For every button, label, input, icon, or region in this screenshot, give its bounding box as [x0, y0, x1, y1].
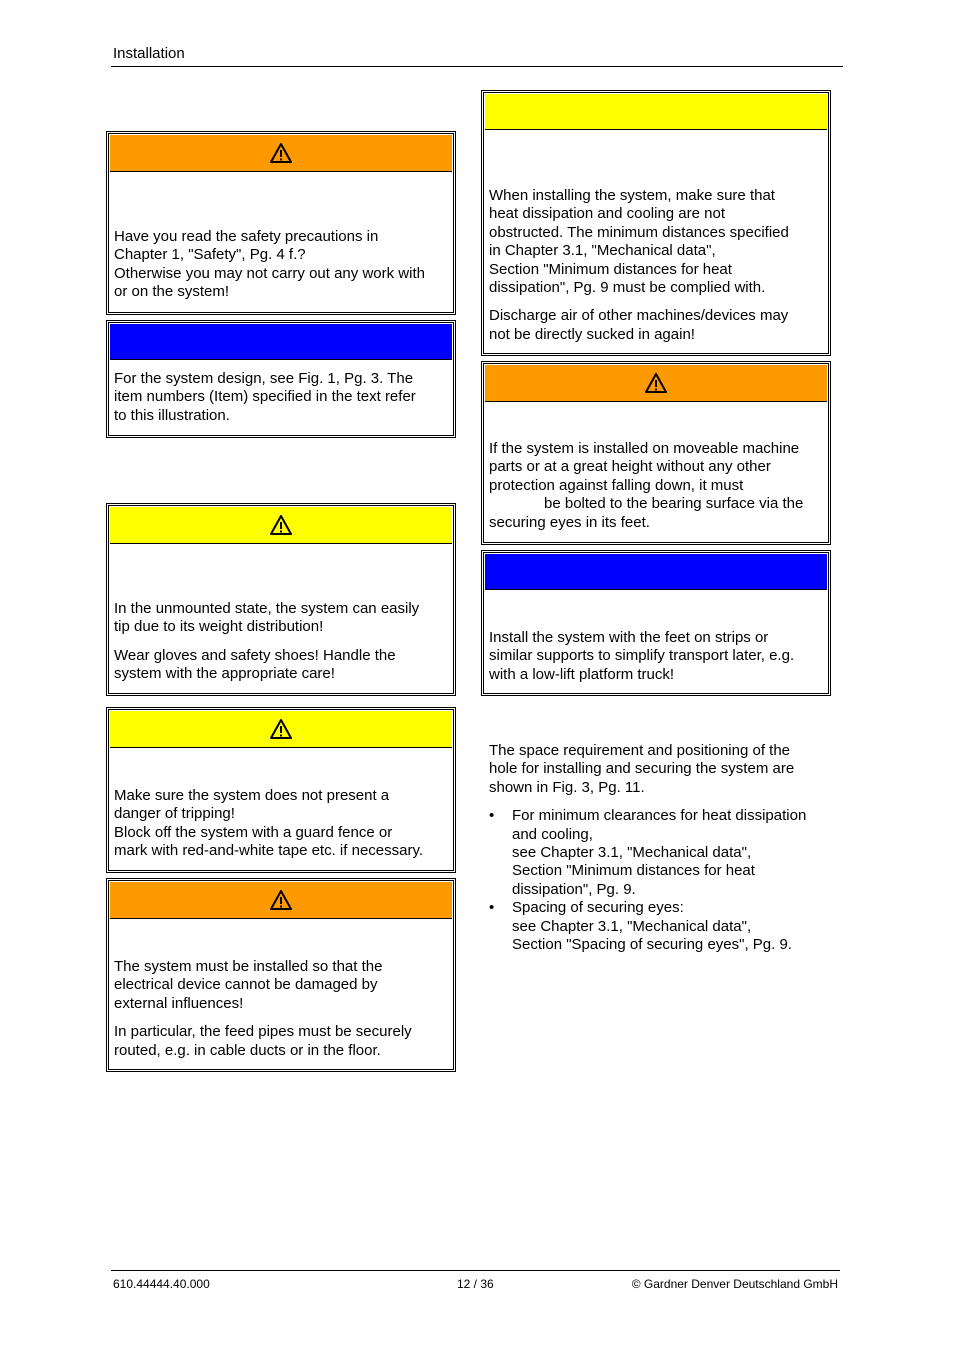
caution-bar — [110, 507, 452, 544]
text-line: Otherwise you may not carry out any work with — [114, 264, 425, 282]
text-line: Chapter 1, "Safety", Pg. 4 f.? — [114, 246, 306, 264]
warning-box-electrical-device — [106, 878, 456, 1072]
text-line: obstructed. The minimum distances specified — [489, 223, 789, 241]
list-item — [489, 899, 834, 954]
text-line: see Chapter 3.1, "Mechanical data", — [512, 917, 752, 935]
caution-text — [489, 187, 824, 344]
warning-text — [114, 228, 449, 302]
caution-bar — [485, 94, 827, 130]
text-line: be bolted to the bearing surface via the — [544, 495, 804, 513]
warning-bar — [110, 882, 452, 919]
text-line: For minimum clearances for heat dissipation — [512, 807, 807, 825]
footer-copyright: © Gardner Denver Deutschland GmbH — [631, 1277, 838, 1291]
text-line: Wear gloves and safety shoes! Handle the — [114, 646, 396, 664]
warning-box-falling — [481, 361, 831, 545]
caution-box-tripping — [106, 707, 456, 873]
warning-triangle-icon — [270, 719, 292, 739]
text-line: heat dissipation and cooling are not — [489, 205, 726, 223]
caution-text — [114, 600, 449, 684]
warning-box-safety-precautions — [106, 131, 456, 315]
text-line: to this illustration. — [114, 406, 230, 424]
header-rule — [111, 66, 843, 67]
text-line: When installing the system, make sure that — [489, 187, 775, 204]
text-line: protection against falling down, it must — [489, 476, 744, 494]
text-line: routed, e.g. in cable ducts or in the floor. — [114, 1041, 381, 1059]
text-line: similar supports to simplify transport later, e.g. — [489, 647, 795, 665]
text-line: Spacing of securing eyes: — [512, 899, 684, 917]
caution-bar — [110, 711, 452, 748]
installation-space-text — [489, 742, 834, 954]
bullet-icon: • — [489, 899, 495, 917]
bullet-icon: • — [489, 807, 495, 825]
warning-triangle-icon — [270, 143, 292, 163]
text-line: or on the system! — [114, 283, 230, 301]
text-line: parts or at a great height without any other — [489, 458, 771, 476]
text-line: Discharge air of other machines/devices may — [489, 307, 789, 325]
footer-rule — [111, 1270, 840, 1271]
text-line: Block off the system with a guard fence or — [114, 823, 393, 841]
warning-triangle-icon — [270, 890, 292, 910]
note-text — [489, 629, 824, 684]
page-header-title: Installation — [113, 45, 185, 62]
text-line: item numbers (Item) specified in the text refer — [114, 388, 416, 406]
text-line: Section "Minimum distances for heat — [489, 260, 732, 278]
warning-text — [114, 958, 449, 1060]
text-line: For the system design, see Fig. 1, Pg. 3. The — [114, 370, 414, 387]
caution-box-tipping — [106, 503, 456, 696]
note-box-feet-on-strips — [481, 550, 831, 696]
text-line: The space requirement and positioning of the — [489, 742, 791, 759]
footer-doc-number: 610.44444.40.000 — [113, 1277, 210, 1291]
clearance-list — [489, 807, 834, 954]
text-line: If the system is installed on moveable machine — [489, 440, 800, 457]
caution-text — [114, 787, 449, 861]
text-line: danger of tripping! — [114, 805, 235, 823]
text-line: external influences! — [114, 994, 244, 1012]
text-line: The system must be installed so that the — [114, 958, 383, 975]
text-line: in Chapter 3.1, "Mechanical data", — [489, 242, 716, 260]
text-line: shown in Fig. 3, Pg. 11. — [489, 778, 645, 796]
text-line: In particular, the feed pipes must be securely — [114, 1023, 412, 1041]
text-line: hole for installing and securing the system are — [489, 760, 795, 778]
text-line: not be directly sucked in again! — [489, 325, 695, 343]
footer-page-number: 12 / 36 — [457, 1277, 494, 1291]
text-line: tip due to its weight distribution! — [114, 618, 324, 636]
note-bar — [110, 324, 452, 360]
note-bar — [485, 554, 827, 590]
caution-box-heat-dissipation — [481, 90, 831, 356]
note-text — [114, 370, 449, 425]
warning-bar — [485, 365, 827, 402]
text-line: Install the system with the feet on strips or — [489, 629, 769, 646]
note-box-system-design — [106, 320, 456, 438]
warning-bar — [110, 135, 452, 172]
text-line: dissipation", Pg. 9. — [512, 880, 636, 898]
text-line: dissipation", Pg. 9 must be complied with. — [489, 279, 766, 297]
text-line: system with the appropriate care! — [114, 665, 335, 683]
warning-text — [489, 440, 824, 532]
text-line: with a low-lift platform truck! — [489, 665, 675, 683]
text-line: electrical device cannot be damaged by — [114, 976, 378, 994]
list-item — [489, 807, 834, 899]
text-line: see Chapter 3.1, "Mechanical data", — [512, 844, 752, 862]
text-line: mark with red-and-white tape etc. if necessary. — [114, 842, 424, 860]
text-line: securing eyes in its feet. — [489, 513, 650, 531]
text-line: Have you read the safety precautions in — [114, 228, 379, 245]
text-line: Make sure the system does not present a — [114, 787, 390, 804]
text-line: Section "Spacing of securing eyes", Pg. 9. — [512, 936, 792, 954]
text-line: and cooling, — [512, 825, 593, 843]
warning-triangle-icon — [270, 515, 292, 535]
text-line: Section "Minimum distances for heat — [512, 862, 755, 880]
text-line: In the unmounted state, the system can easily — [114, 600, 420, 617]
warning-triangle-icon — [645, 373, 667, 393]
